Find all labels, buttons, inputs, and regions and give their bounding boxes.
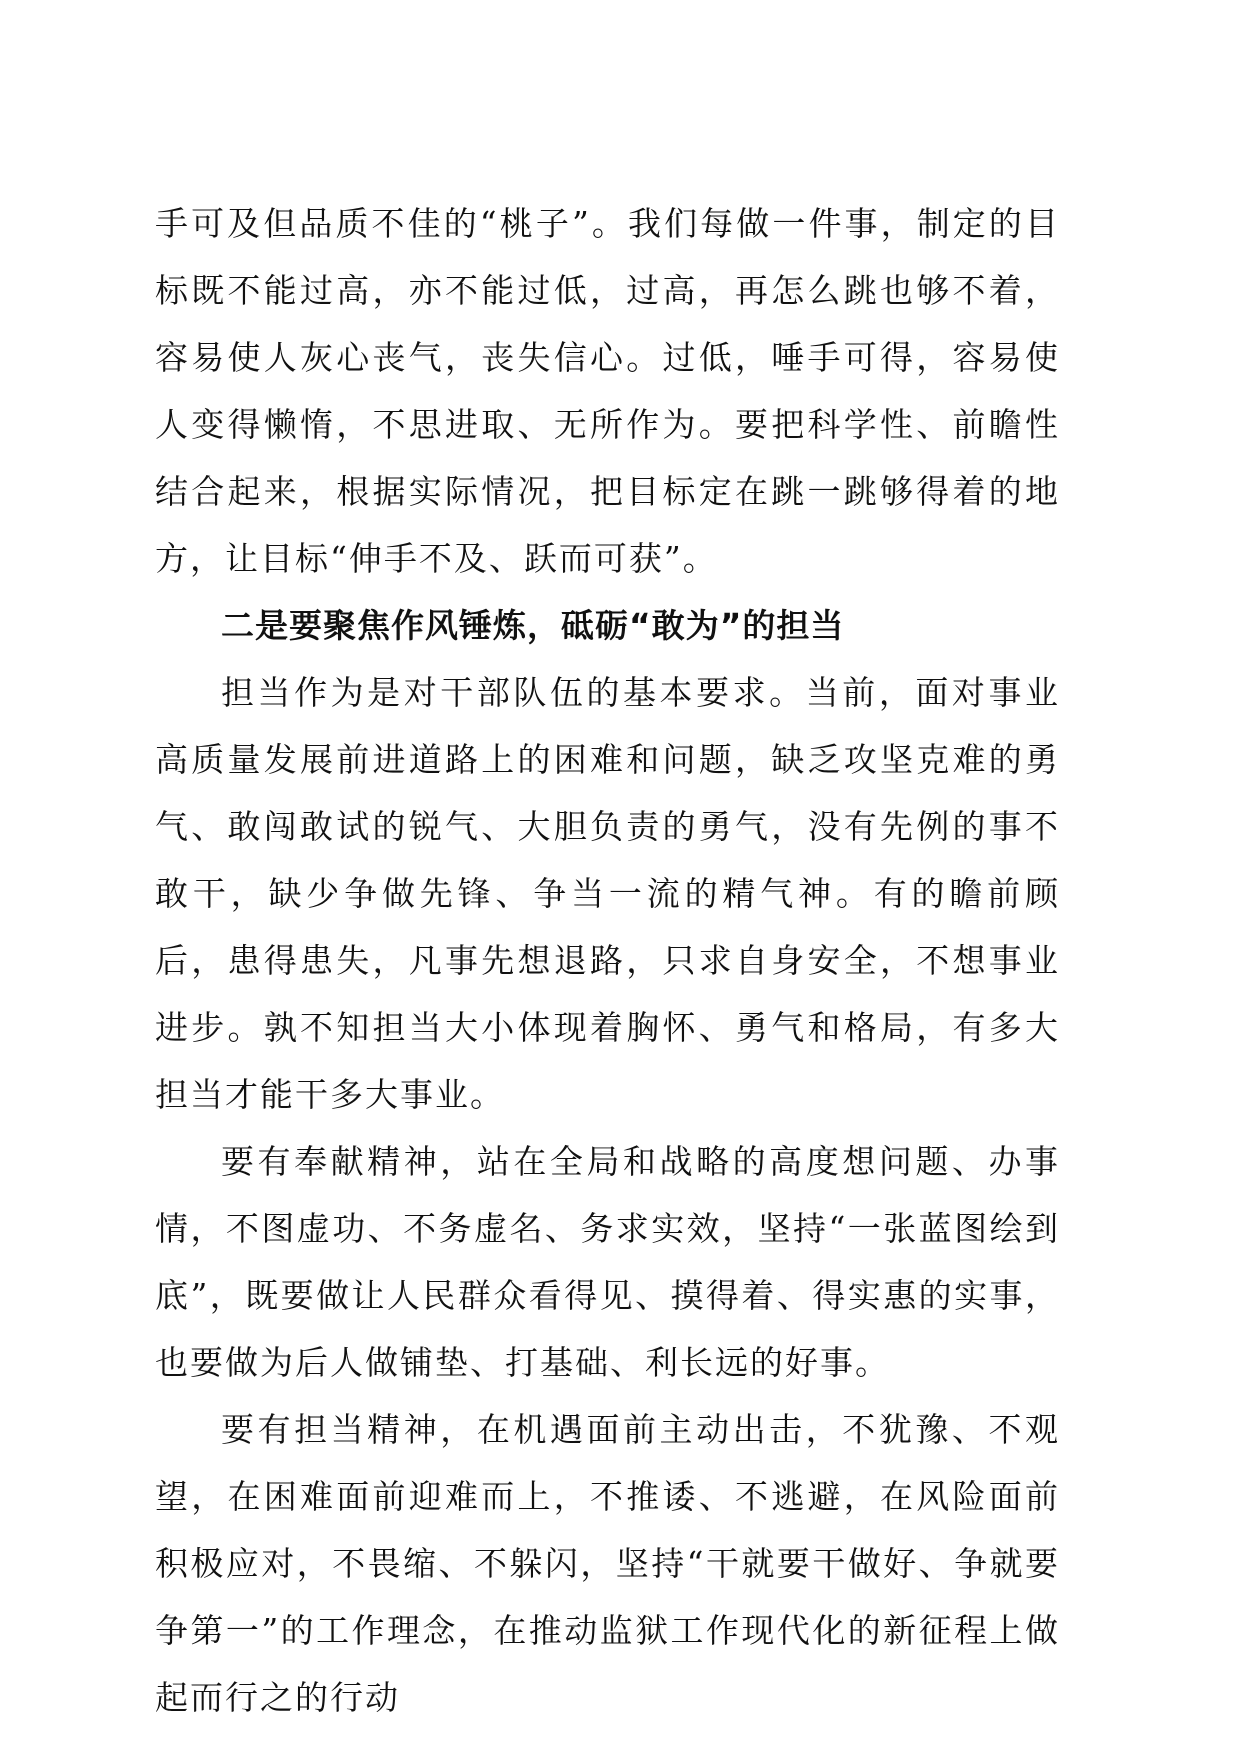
section-heading: 二是要聚焦作风锤炼，砥砺“敢为”的担当: [221, 606, 845, 645]
document-body: [155, 190, 1060, 1731]
paragraph-continued: 手可及但品质不佳的“桃子”。我们每做一件事，制定的目标既不能过高，亦不能过低，过高，再怎么跳也够不着，容易使人灰心丧气，丧失信心。过低，唾手可得，容易使人变得懒惰，不思进取、无所作为。要把科学性、前瞻性结合起来，根据实际情况，把目标定在跳一跳够得着的地方，让目标“伸手不及、跃而可获”。: [155, 204, 1060, 578]
paragraph: 要有担当精神，在机遇面前主动出击，不犹豫、不观望，在困难面前迎难而上，不推诿、不逃避，在风险面前积极应对，不畏缩、不躲闪，坚持“干就要干做好、争就要争第一”的工作理念，在推动监狱工作现代化的新征程上做起而行之的行动: [155, 1410, 1060, 1717]
paragraph: 要有奉献精神，站在全局和战略的高度想问题、办事情，不图虚功、不务虚名、务求实效，坚持“一张蓝图绘到底”，既要做让人民群众看得见、摸得着、得实惠的实事，也要做为后人做铺垫、打基础、利长远的好事。: [155, 1142, 1060, 1382]
paragraph: 担当作为是对干部队伍的基本要求。当前，面对事业高质量发展前进道路上的困难和问题，缺乏攻坚克难的勇气、敢闯敢试的锐气、大胆负责的勇气，没有先例的事不敢干，缺少争做先锋、争当一流的精气神。有的瞻前顾后，患得患失，凡事先想退路，只求自身安全，不想事业进步。孰不知担当大小体现着胸怀、勇气和格局，有多大担当才能干多大事业。: [155, 673, 1060, 1114]
